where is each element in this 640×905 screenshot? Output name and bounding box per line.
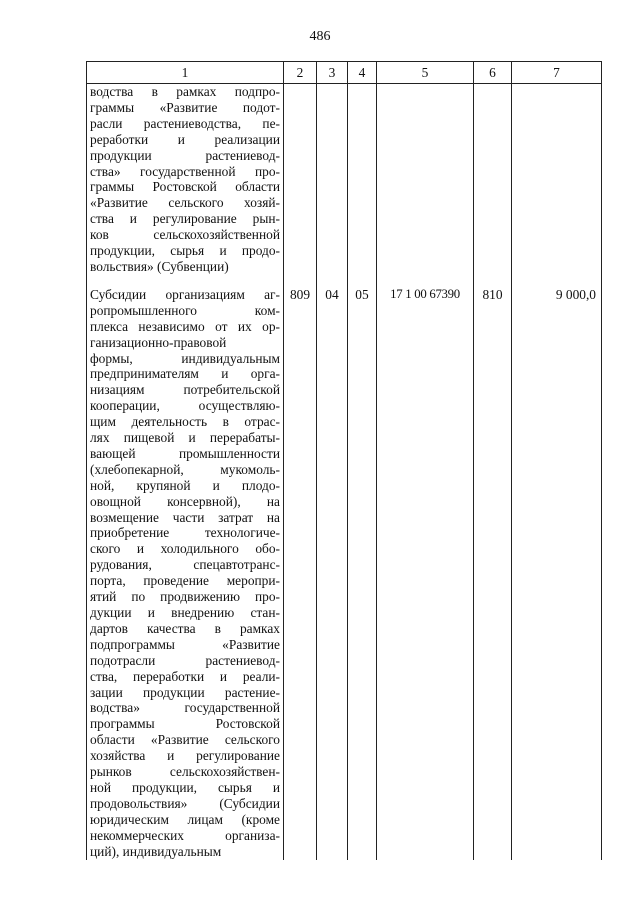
- description-line: дартов качества в рамках: [90, 620, 280, 636]
- description-line: некоммерческих организа-: [90, 827, 280, 843]
- description-line: ства, переработки и реали-: [90, 668, 280, 684]
- description-line: ганизационно-правовой: [90, 334, 227, 350]
- description-line: вающей промышленности: [90, 445, 280, 461]
- description-line: кооперации, осуществляю-: [90, 398, 280, 414]
- target-article-cell: 17 1 00 67390: [377, 281, 474, 860]
- description-line: области «Развитие сельского: [90, 732, 280, 748]
- row-description: [87, 281, 284, 860]
- description-line: вольствия» (Субвенции): [90, 258, 229, 274]
- description-line: ства» государственной про-: [90, 163, 280, 179]
- description-line: ства и регулирование рын-: [90, 211, 280, 227]
- description-line: граммы Ростовской области: [90, 179, 280, 195]
- description-line: формы, индивидуальным: [90, 350, 280, 366]
- ministry-code-cell: [284, 84, 317, 281]
- description-line: расли растениеводства, пе-: [90, 115, 280, 131]
- row-description: [87, 84, 284, 281]
- table-row: [87, 281, 602, 860]
- description-line: подотрасли растениевод-: [90, 652, 280, 668]
- description-line: «Развитие сельского хозяй-: [90, 195, 280, 211]
- description-line: овощной консервной), на: [90, 493, 280, 509]
- expense-type-cell: [474, 84, 512, 281]
- expense-type-cell: 810: [474, 281, 512, 860]
- description-line: программы Ростовской: [90, 716, 280, 732]
- description-line: плекса независимо от их ор-: [90, 318, 280, 334]
- section-cell: [317, 84, 348, 281]
- description-lines: [90, 287, 280, 860]
- description-line: низациям потребительской: [90, 382, 280, 398]
- amount-cell: [512, 84, 602, 281]
- description-line: подпрограммы «Развитие: [90, 636, 280, 652]
- table-row: [87, 84, 602, 281]
- description-line: ского и холодильного обо-: [90, 541, 280, 557]
- column-header-7: 7: [512, 62, 602, 84]
- description-line: продукции растениевод-: [90, 147, 280, 163]
- column-header-1: 1: [87, 62, 284, 84]
- column-header-3: 3: [317, 62, 348, 84]
- description-line: зации продукции растение-: [90, 684, 280, 700]
- description-line: щим деятельность в отрас-: [90, 414, 280, 430]
- description-line: продукции, сырья и продо-: [90, 243, 280, 259]
- description-line: ропромышленного ком-: [90, 302, 280, 318]
- description-line: ций), индивидуальным: [90, 843, 222, 859]
- subsection-cell: 05: [348, 281, 377, 860]
- description-line: ков сельскохозяйственной: [90, 227, 280, 243]
- description-line: возмещение части затрат на: [90, 509, 280, 525]
- column-header-2: 2: [284, 62, 317, 84]
- description-line: лях пищевой и перерабаты-: [90, 430, 280, 446]
- description-line: порта, проведение меропри-: [90, 573, 280, 589]
- column-header-6: 6: [474, 62, 512, 84]
- description-line: граммы «Развитие подот-: [90, 99, 280, 115]
- description-line: (хлебопекарной, мукомоль-: [90, 461, 280, 477]
- page-number: 486: [309, 29, 331, 44]
- column-header-4: 4: [348, 62, 377, 84]
- description-line: ятий по продвижению про-: [90, 589, 280, 605]
- ministry-code-cell: 809: [284, 281, 317, 860]
- description-line: водства в рамках подпро-: [90, 84, 280, 99]
- table-header-row: [87, 62, 602, 84]
- target-article-cell: [377, 84, 474, 281]
- description-line: Субсидии организациям аг-: [90, 286, 280, 302]
- description-lines: [90, 84, 280, 275]
- description-line: продовольствия» (Субсидии: [90, 795, 280, 811]
- description-line: ной продукции, сырья и: [90, 779, 280, 795]
- description-line: предпринимателям и орга-: [90, 366, 280, 382]
- description-line: рынков сельскохозяйствен-: [90, 764, 280, 780]
- description-line: дукции и внедрению стан-: [90, 605, 280, 620]
- description-line: ной, крупяной и плодо-: [90, 477, 280, 493]
- amount-cell: 9 000,0: [512, 281, 602, 860]
- description-line: рудования, спецавтотранс-: [90, 557, 280, 573]
- section-cell: 04: [317, 281, 348, 860]
- column-header-5: 5: [377, 62, 474, 84]
- description-line: хозяйства и регулирование: [90, 748, 280, 764]
- budget-table: [86, 61, 602, 860]
- description-line: реработки и реализации: [90, 131, 280, 147]
- description-line: юридическим лицам (кроме: [90, 811, 280, 827]
- description-line: водства» государственной: [90, 700, 280, 716]
- description-line: приобретение технологиче-: [90, 525, 280, 541]
- subsection-cell: [348, 84, 377, 281]
